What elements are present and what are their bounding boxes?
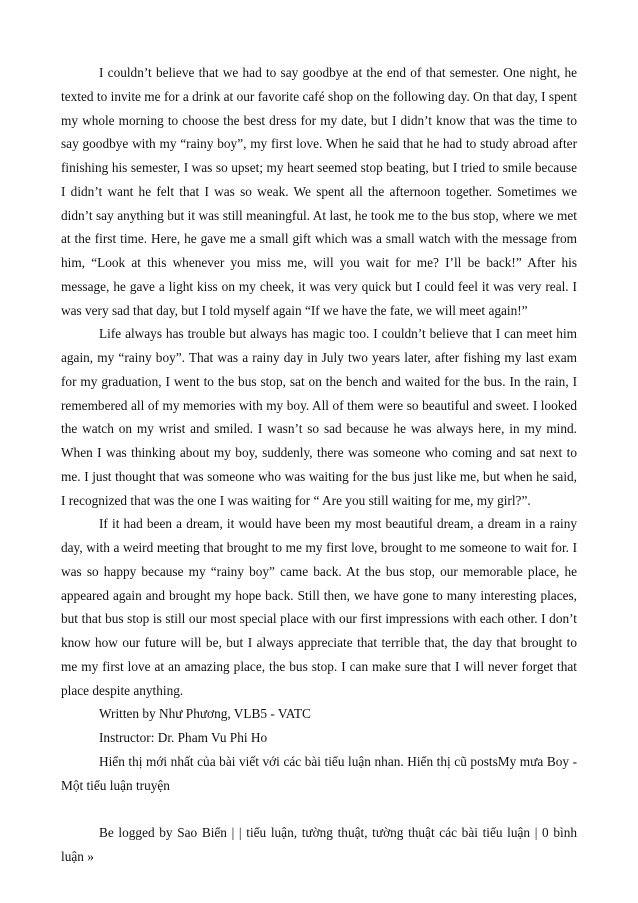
related-posts-line: Hiển thị mới nhất của bài viết với các bài tiểu luận nhan. Hiển thị cũ postsMy mưa Boy - Một tiểu luận truyện [61,753,577,793]
story-paragraph-2: Life always has trouble but always has magic too. I couldn’t believe that I can meet him again, my “rainy boy”. That was a rainy day in July two years later, after fishing my last exam for my graduation, I went to the bus stop, sat on the bench and waited for the bus. In the rain, I remembered all of my memories with my boy. All of them were so beautiful and sweet. I looked the watch on my wrist and smiled. I wasn’t so sad because he was always here, in my mind. When I was thinking about my boy, suddenly, there was someone who coming and sat next to me. I just thought that was someone who was waiting for the bus just like me, but when he said, I recognized that was the one I was waiting for “ Are you still waiting for me, my girl?”. [61,326,577,508]
story-paragraph-3: If it had been a dream, it would have been my most beautiful dream, a dream in a rainy day, with a weird meeting that brought to me my first love, brought to me someone to wait for. I was so happy because my “rainy boy” came back. At the bus stop, our memorable place, he appeared again and brought my hope back. Still then, we have gone to many interesting places, but that bus stop is still our most special place with our first impressions with each other. I don’t know how our future will be, but I always appreciate that terrible that, the day that brought to me my first love at an amazing place, the bus stop. I can make sure that I will never forget that place despite anything. [61,516,577,698]
author-line: Written by Như Phương, VLB5 - VATC [99,706,311,722]
story-paragraph-1: I couldn’t believe that we had to say goodbye at the end of that semester. One night, he texted to invite me for a drink at our favorite café shop on the following day. On that day, I spent my whole morning to choose the best dress for my date, but I didn’t know that was the time to say goodbye with my “rainy boy”, my first love. When he said that he had to study abroad after finishing his semester, I was so upset; my heart seemed stop beating, but I tried to smile because I didn’t want he felt that I was so weak. We spent all the afternoon together. Sometimes we didn’t say anything but it was still meaningful. At last, he took me to the bus stop, where we met at the first time. Here, he gave me a small gift which was a small watch with the message from him, “Look at this whenever you miss me, will you wait for me? I’ll be back!” After his message, he gave a light kiss on my cheek, it was very quick but I could feel it was very real. I was very sad that day, but I told myself again “If we have the fate, we will meet again!” [61,65,577,318]
document-body [61,61,577,869]
instructor-line: Instructor: Dr. Pham Vu Phi Ho [99,730,268,745]
post-footer-line: Be logged by Sao Biển | | tiểu luận, tường thuật, tường thuật các bài tiểu luận | 0 bình luận » [61,825,577,864]
blank-line [61,797,577,821]
